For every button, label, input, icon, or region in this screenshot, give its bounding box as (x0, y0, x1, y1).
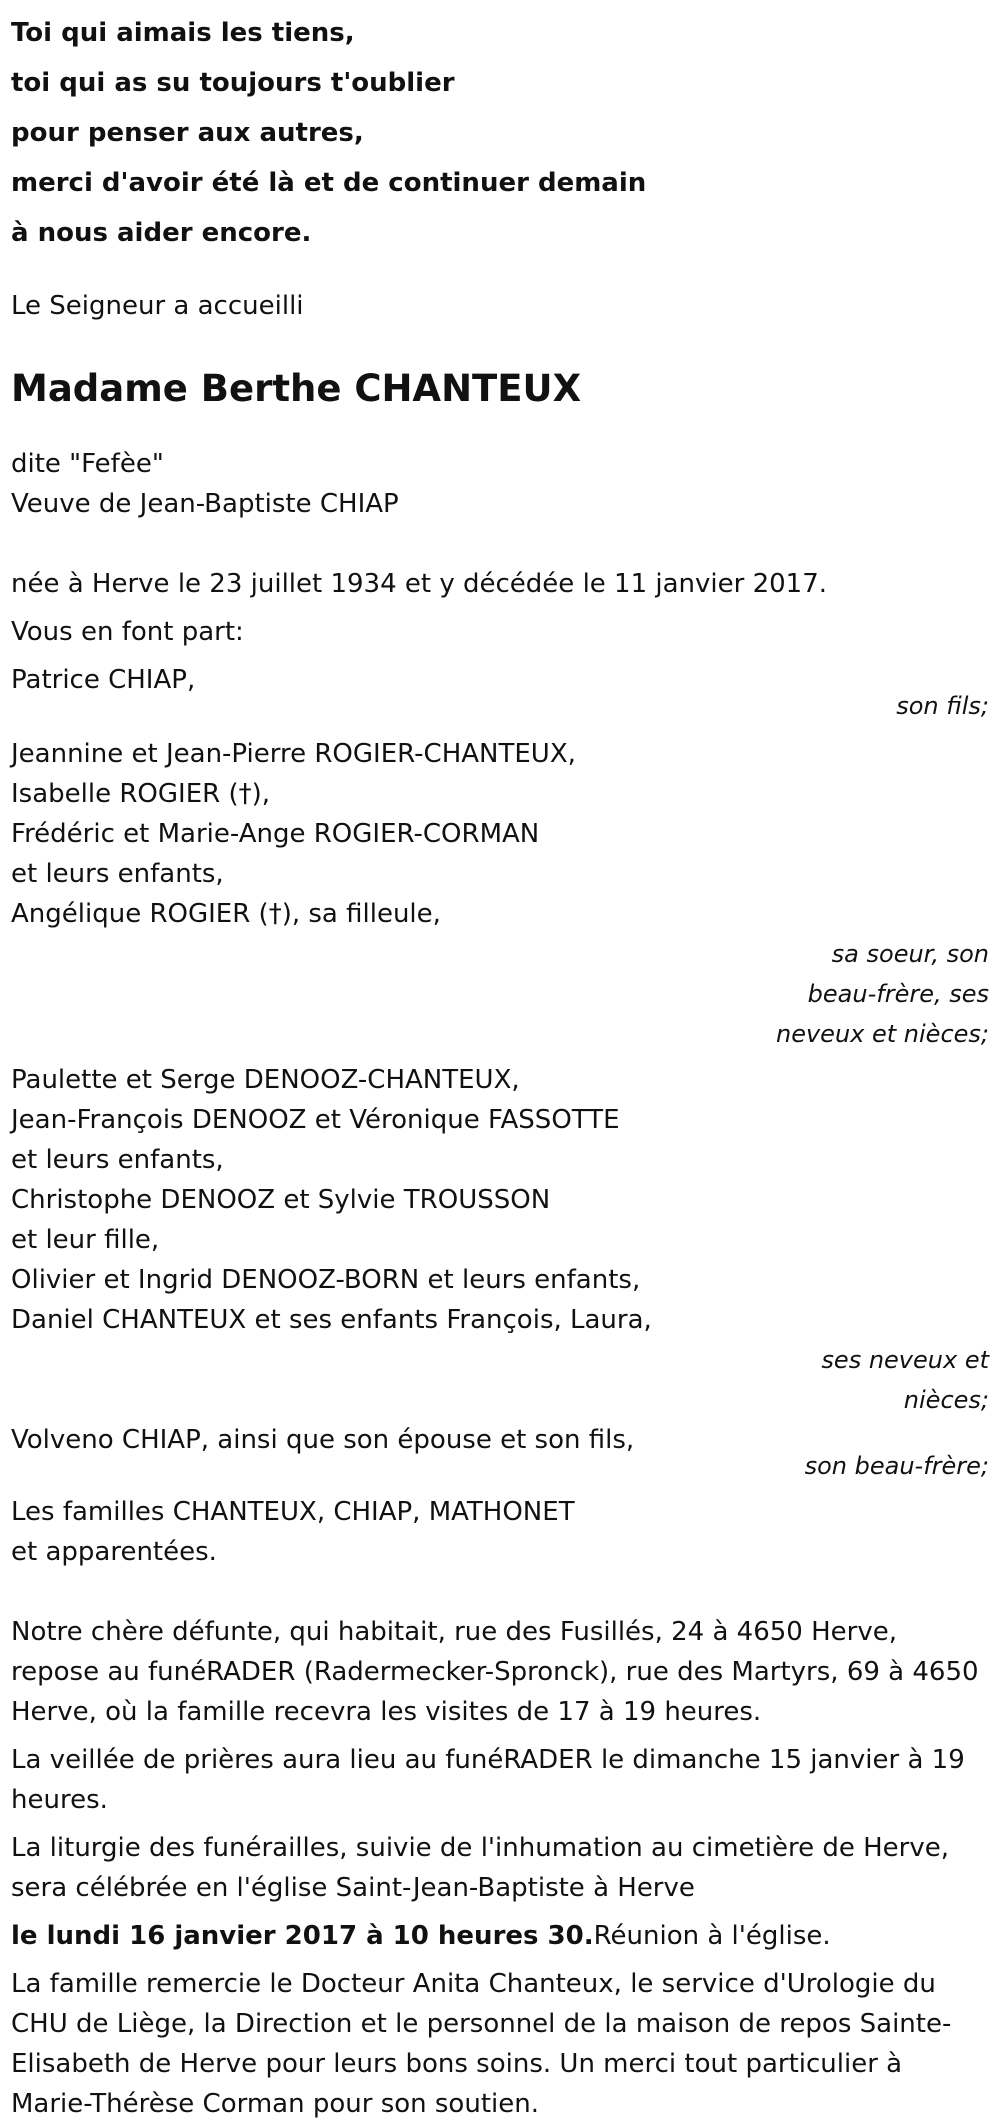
obituary-page (11, 0, 991, 2124)
family-group-nephews (11, 1060, 991, 1420)
role-line: sa soeur, son (831, 940, 989, 968)
family-name-line: et leur fille, (11, 1225, 160, 1255)
poem-line: toi qui as su toujours t'oublier (11, 68, 455, 98)
family-name-line: Jean-François DENOOZ et Véronique FASSOTTE (11, 1105, 620, 1135)
family-group-sister (11, 734, 991, 1054)
liturgy-info: La liturgie des funérailles, suivie de l'inhumation au cimetière de Herve, sera célébrée en l'église Saint-Jean-Baptiste à Herve (11, 1833, 950, 1903)
family-group-families (11, 1492, 991, 1572)
family-role: son fils; (896, 692, 989, 720)
family-name-line: Angélique ROGIER (†), sa filleule, (11, 899, 441, 929)
intro-text: Le Seigneur a accueilli (11, 291, 304, 321)
family-role (11, 1340, 991, 1420)
family-name-line: Les familles CHANTEUX, CHIAP, MATHONET (11, 1497, 575, 1527)
family-name-line: et leurs enfants, (11, 859, 224, 889)
family-name-line: Daniel CHANTEUX et ses enfants François, Laura, (11, 1305, 652, 1335)
family-name-line: Christophe DENOOZ et Sylvie TROUSSON (11, 1185, 551, 1215)
family-name-line: et apparentées. (11, 1537, 217, 1567)
family-role: son beau-frère; (804, 1452, 989, 1480)
vigil-info: La veillée de prières aura lieu au funéRADER le dimanche 15 janvier à 19 heures. (11, 1745, 965, 1815)
poem-line: merci d'avoir été là et de continuer demain (11, 168, 647, 198)
family-group-son (11, 660, 991, 726)
poem-line: à nous aider encore. (11, 218, 312, 248)
thanks-info: La famille remercie le Docteur Anita Chanteux, le service d'Urologie du CHU de Liège, la Direction et le personnel de la maison de repos Sainte-Elisabeth de Herve pour leurs bons soins. Un merci tout particulier à Marie-Thérèse Corman pour son soutien. (11, 1969, 952, 2119)
family-name-line: Isabelle ROGIER (†), (11, 779, 271, 809)
role-line: beau-frère, ses (807, 980, 989, 1008)
meeting-text: Réunion à l'église. (593, 1921, 831, 1951)
family-group-brother-in-law (11, 1420, 991, 1486)
family-name-line: Frédéric et Marie-Ange ROGIER-CORMAN (11, 819, 540, 849)
family-name-line: Volveno CHIAP, ainsi que son épouse et son fils, (11, 1425, 635, 1455)
family-name-line: Patrice CHIAP, (11, 665, 196, 695)
role-line: nièces; (903, 1386, 989, 1414)
role-line: ses neveux et (821, 1346, 989, 1374)
role-line: neveux et nièces; (776, 1020, 989, 1048)
announce: Vous en font part: (11, 617, 244, 647)
poem-line: Toi qui aimais les tiens, (11, 18, 355, 48)
residence-info: Notre chère défunte, qui habitait, rue des Fusillés, 24 à 4650 Herve, repose au funéRADER (Radermecker-Spronck), rue des Martyrs, 69 à 4650 Herve, où la famille recevra les visites de 17 à 19 heures. (11, 1617, 979, 1727)
deceased-name: Madame Berthe CHANTEUX (11, 367, 582, 410)
family-name-line: Jeannine et Jean-Pierre ROGIER-CHANTEUX, (11, 739, 576, 769)
family-name-line: et leurs enfants, (11, 1145, 224, 1175)
funeral-date-bold: le lundi 16 janvier 2017 à 10 heures 30. (11, 1921, 594, 1951)
widow-of: Veuve de Jean-Baptiste CHIAP (11, 489, 399, 519)
family-name-line: Paulette et Serge DENOOZ-CHANTEUX, (11, 1065, 520, 1095)
family-role (11, 934, 991, 1054)
funeral-date (11, 1916, 991, 1956)
poem (11, 0, 991, 258)
birth-death: née à Herve le 23 juillet 1934 et y décédée le 11 janvier 2017. (11, 569, 828, 599)
poem-line: pour penser aux autres, (11, 118, 364, 148)
family-name-line: Olivier et Ingrid DENOOZ-BORN et leurs enfants, (11, 1265, 641, 1295)
nickname: dite "Fefèe" (11, 449, 164, 479)
